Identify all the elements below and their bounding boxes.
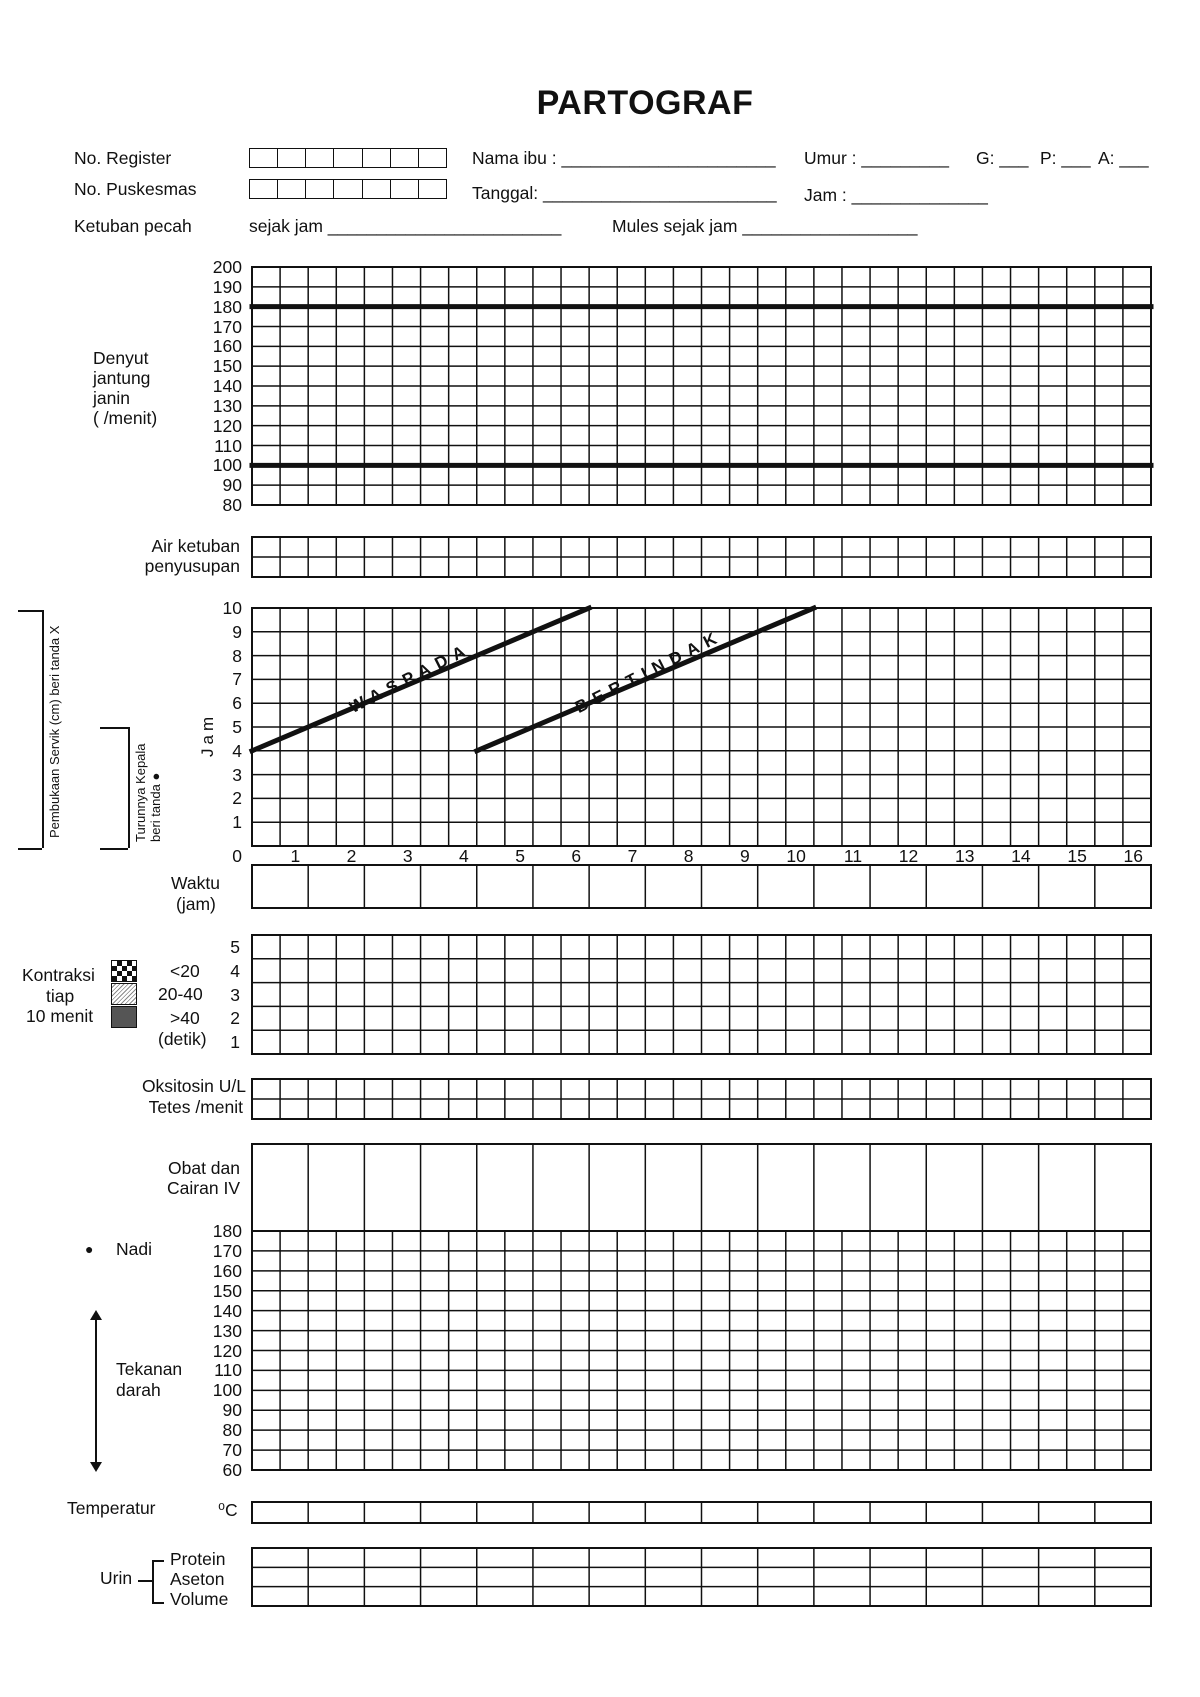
legend-lt20-label: <20 [170,961,200,981]
urin-bracket-stem [138,1580,152,1582]
hour-tick-12: 12 [898,846,919,866]
djj-label-2: jantung [93,368,151,388]
nadi-tick-80: 80 [222,1420,242,1441]
nadi-tick-170: 170 [212,1240,242,1261]
tekanan-label: Tekanan [116,1359,183,1379]
hour-tick-1: 1 [290,846,301,866]
jam-axis-label: Jam [198,712,217,757]
kontraksi-tick-2: 2 [230,1008,240,1029]
nadi-tick-140: 140 [212,1300,242,1321]
djj-tick-110: 110 [214,435,242,456]
turunnya-kepala-label [133,732,163,842]
nama-ibu-field[interactable]: Nama ibu : ______________________ [472,148,776,168]
jam-unit-label: (jam) [176,894,216,914]
volume-label: Volume [170,1589,229,1609]
legend-hatch-icon [111,983,137,1005]
no-register-label: No. Register [74,148,172,168]
air-ketuban-label: Air ketuban [151,536,240,556]
temperatur-label: Temperatur [67,1498,156,1518]
hour-tick-10: 10 [786,846,806,866]
nadi-tick-180: 180 [212,1221,242,1241]
nadi-tick-110: 110 [214,1360,242,1381]
cervix-tick-7: 7 [232,669,242,690]
nadi-label: Nadi [116,1239,152,1259]
legend-solid-icon [111,1006,137,1028]
djj-tick-160: 160 [212,336,242,357]
celsius-unit: ⁰C [218,1500,238,1520]
djj-tick-140: 140 [212,376,242,396]
a-field[interactable]: A: ___ [1098,148,1149,168]
legend-checker-icon [111,960,137,982]
djj-tick-130: 130 [212,395,242,416]
djj-tick-80: 80 [222,495,242,515]
kontraksi-tick-5: 5 [230,937,240,957]
tanggal-field[interactable]: Tanggal: ________________________ [472,183,777,203]
turunnya-bracket-line [128,727,130,848]
pembukaan-servik-label: Pembukaan Servik (cm) beri tanda X [47,625,62,838]
aseton-label: Aseton [170,1569,225,1589]
urin-label: Urin [100,1568,133,1588]
tiap-label: tiap [46,986,75,1006]
djj-label-1: Denyut [93,348,149,368]
sejak-jam-field[interactable]: sejak jam ________________________ [249,216,562,236]
kontraksi-tick-4: 4 [230,960,240,981]
umur-field[interactable]: Umur : _________ [804,148,949,168]
legend-gt40-label: >40 [170,1008,200,1028]
djj-label-4: ( /menit) [93,408,158,428]
hour-tick-8: 8 [683,846,694,866]
cervix-tick-9: 9 [232,621,242,642]
nadi-dot-icon: ● [85,1241,94,1257]
hour-tick-2: 2 [346,846,357,866]
pembukaan-bracket-line [42,610,44,848]
urin-bracket [152,1560,164,1604]
turunnya-kepala-text: Turunnya Kepala beri tanda [133,743,163,842]
nadi-tick-60: 60 [222,1460,242,1480]
kontraksi-tick-1: 1 [230,1032,240,1052]
tekanan-arrow-icon [95,1318,97,1462]
djj-tick-200: 200 [212,257,242,277]
penyusupan-label: penyusupan [144,556,240,576]
djj-tick-170: 170 [212,316,242,337]
p-field[interactable]: P: ___ [1040,148,1091,168]
10-menit-label: 10 menit [26,1006,94,1026]
cervix-tick-4: 4 [232,740,242,761]
hour-tick-3: 3 [402,846,413,866]
djj-tick-190: 190 [212,276,242,297]
djj-label-3: janin [93,388,130,408]
protein-label: Protein [170,1549,226,1569]
nadi-tick-160: 160 [212,1260,242,1281]
pembukaan-bracket [18,610,42,850]
hour-tick-4: 4 [459,846,469,866]
nadi-tick-150: 150 [212,1280,242,1301]
tekanan-arrow-down [90,1462,102,1472]
legend-20-40-label: 20-40 [158,984,203,1004]
djj-tick-150: 150 [212,356,242,377]
mules-sejak-jam-field[interactable]: Mules sejak jam __________________ [612,216,918,236]
djj-tick-90: 90 [222,475,242,496]
cervix-tick-2: 2 [232,788,242,809]
djj-tick-100: 100 [212,455,242,476]
cervix-tick-10: 10 [222,598,242,618]
hour-tick-16: 16 [1123,846,1143,866]
bertindak-label: BERTINDAK [572,625,726,717]
page-title: PARTOGRAF [536,84,754,122]
nadi-tick-70: 70 [222,1440,242,1461]
kontraksi-label: Kontraksi [22,965,95,985]
waktu-label: Waktu [171,873,220,893]
hour-tick-6: 6 [571,846,582,866]
djj-tick-120: 120 [212,415,242,436]
nadi-tick-100: 100 [212,1380,242,1401]
cervix-tick-5: 5 [232,717,242,737]
no-puskesmas-label: No. Puskesmas [74,179,197,199]
hour-tick-13: 13 [954,846,975,866]
hour-tick-14: 14 [1011,846,1031,866]
cairan-iv-label: Cairan IV [167,1178,240,1198]
kontraksi-tick-3: 3 [230,984,240,1005]
tetes-label: Tetes /menit [148,1097,243,1117]
jam-field[interactable]: Jam : ______________ [804,185,988,205]
detik-label: (detik) [158,1029,207,1049]
dot-marker-icon: ● [148,772,163,781]
cervix-tick-3: 3 [232,764,242,785]
ketuban-pecah-label: Ketuban pecah [74,216,192,236]
cervix-tick-0: 0 [232,846,242,866]
nadi-tick-90: 90 [222,1400,242,1421]
cervix-tick-1: 1 [232,812,242,833]
tekanan-arrow-up [90,1310,102,1320]
hour-tick-5: 5 [515,846,525,866]
hour-tick-15: 15 [1067,846,1087,866]
cervix-tick-6: 6 [232,693,242,714]
waspada-label: WASPADA [346,638,475,717]
g-field[interactable]: G: ___ [976,148,1029,168]
hour-tick-7: 7 [627,846,638,866]
hour-tick-11: 11 [843,846,863,866]
oksitosin-label: Oksitosin U/L [141,1076,246,1096]
hour-tick-9: 9 [739,846,750,866]
darah-label: darah [116,1380,161,1400]
djj-tick-180: 180 [212,296,242,317]
turunnya-bracket [100,727,128,850]
nadi-tick-130: 130 [212,1320,242,1341]
obat-label: Obat dan [168,1158,240,1178]
cervix-tick-8: 8 [232,645,242,666]
nadi-tick-120: 120 [212,1340,242,1361]
